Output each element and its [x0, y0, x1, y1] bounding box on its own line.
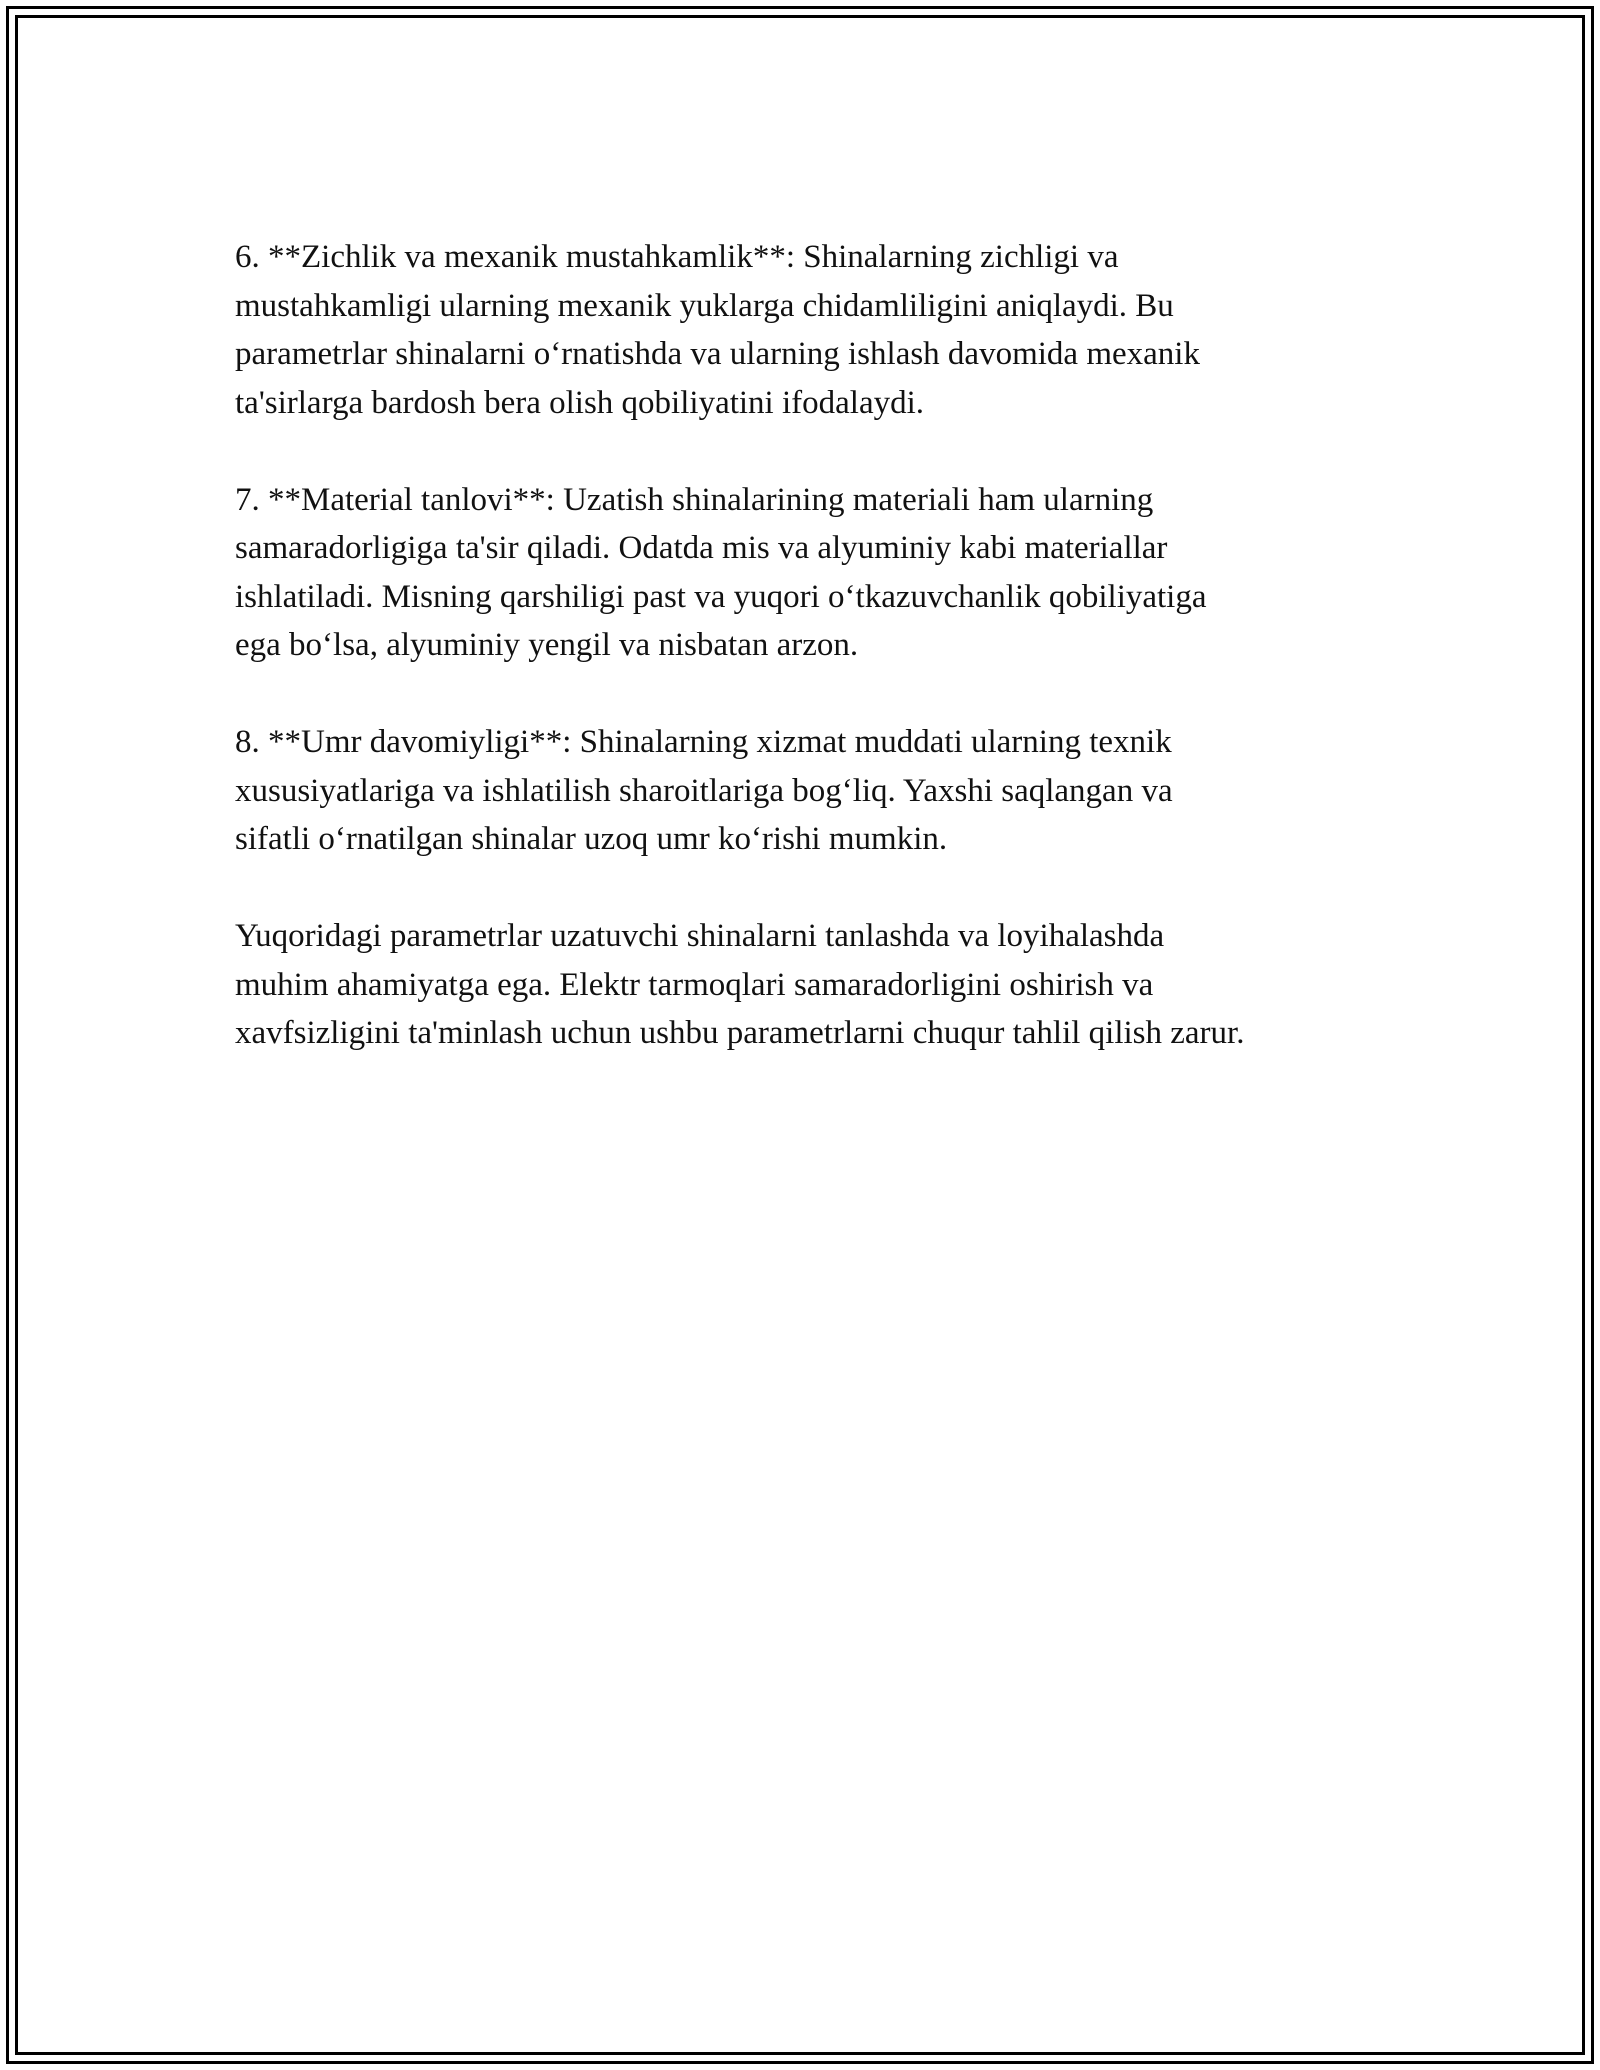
- text-line: Yuqoridagi parametrlar uzatuvchi shinalarni tanlashda va loyihalashda: [235, 918, 1165, 954]
- paragraph-conclusion: [235, 912, 1395, 1058]
- text-line: parametrlar shinalarni o‘rnatishda va ularning ishlash davomida mexanik: [235, 336, 1200, 372]
- paragraph-density-strength: [235, 233, 1395, 427]
- text-line: sifatli o‘rnatilgan shinalar uzoq umr ko‘rishi mumkin.: [235, 821, 948, 857]
- text-line: xususiyatlariga va ishlatilish sharoitlariga bog‘liq. Yaxshi saqlangan va: [235, 772, 1173, 809]
- text-line: ega bo‘lsa, alyuminiy yengil va nisbatan arzon.: [235, 627, 859, 663]
- text-line: 7. **Material tanlovi**: Uzatish shinalarining materiali ham ularning: [235, 481, 1154, 518]
- text-line: mustahkamligi ularning mexanik yuklarga chidamliligini aniqlaydi. Bu: [235, 287, 1174, 324]
- text-line: ta'sirlarga bardosh bera olish qobiliyatini ifodalaydi.: [235, 384, 925, 421]
- text-line: 8. **Umr davomiyligi**: Shinalarning xizmat muddati ularning texnik: [235, 724, 1172, 760]
- text-line: muhim ahamiyatga ega. Elektr tarmoqlari samaradorligini oshirish va: [235, 966, 1154, 1003]
- paragraph-service-life: [235, 718, 1395, 864]
- text-line: xavfsizligini ta'minlash uchun ushbu parametrlarni chuqur tahlil qilish zarur.: [235, 1015, 1245, 1051]
- paragraph-material-choice: [235, 476, 1395, 670]
- text-line: 6. **Zichlik va mexanik mustahkamlik**: Shinalarning zichligi va: [235, 239, 1119, 275]
- document-body: [235, 233, 1395, 1106]
- text-line: ishlatiladi. Misning qarshiligi past va yuqori o‘tkazuvchanlik qobiliyatiga: [235, 578, 1207, 615]
- text-line: samaradorligiga ta'sir qiladi. Odatda mis va alyuminiy kabi materiallar: [235, 530, 1168, 566]
